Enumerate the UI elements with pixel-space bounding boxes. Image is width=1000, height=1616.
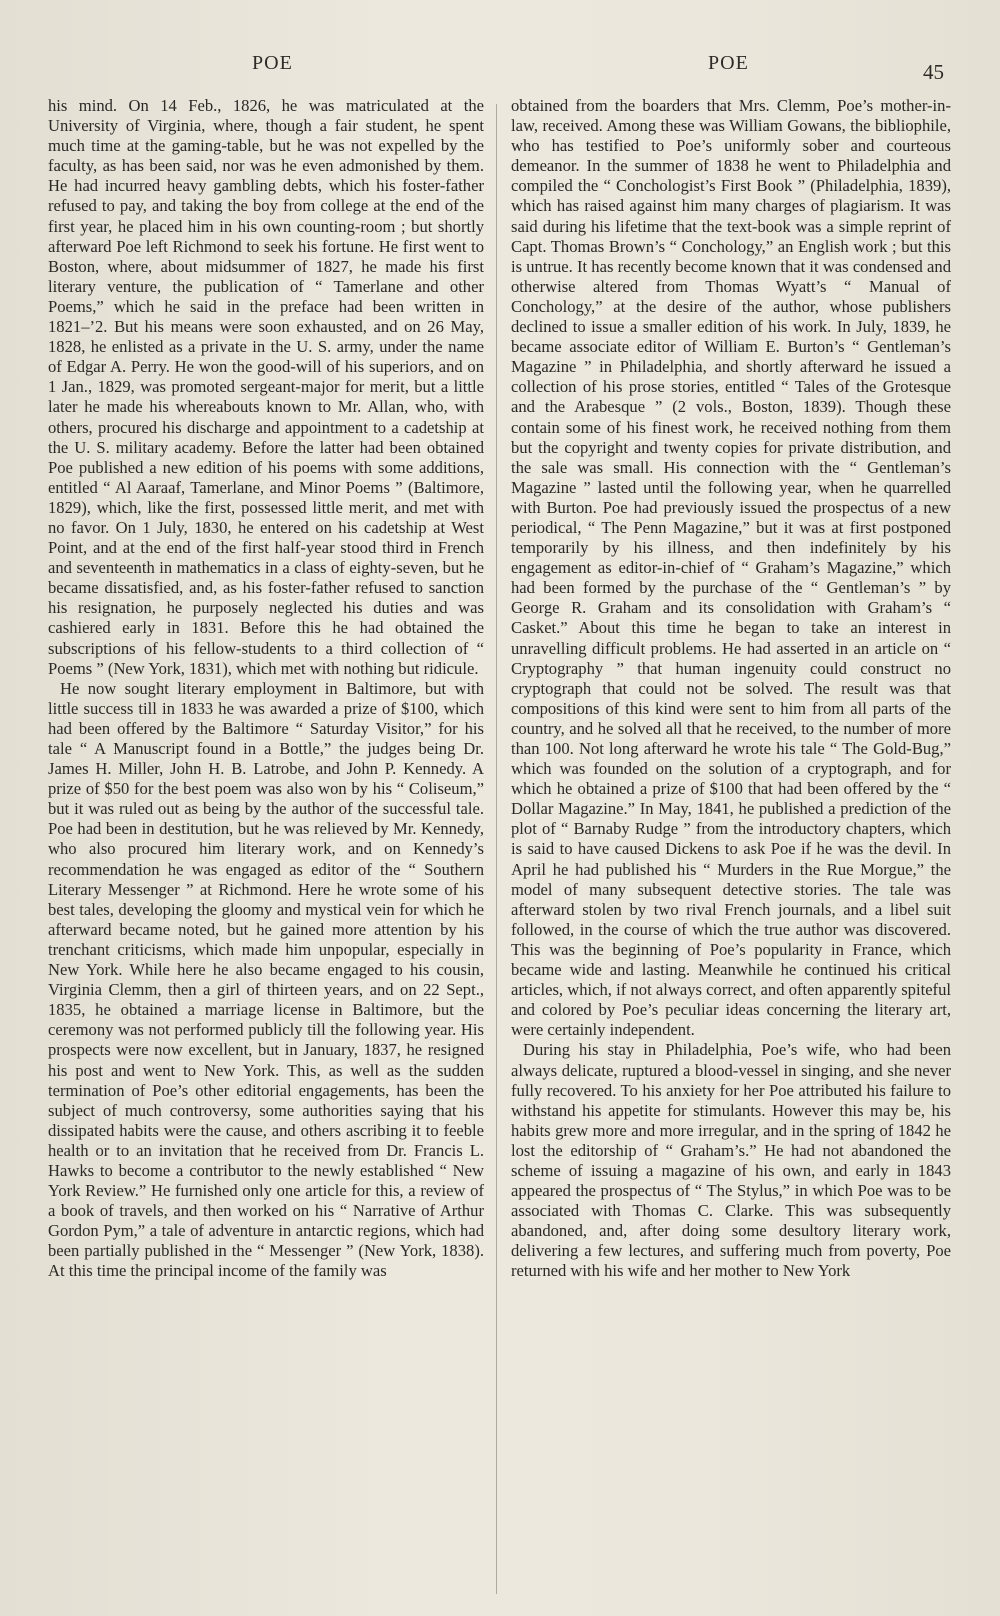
paragraph: obtained from the boarders that Mrs. Clemm, Poe’s mother-in-law, received. Among these was William Gowans, the bibliophile, who has testified to Poe’s uniformly sober and courteous demeanor. In the summer of 1838 he went to Philadelphia and compiled the “ Conchologist’s First Book ” (Philadelphia, 1839), which has raised against him many charges of plagiarism. It was said during his lifetime that the text-book was a simple reprint of Capt. Thomas Brown’s “ Conchology,” an English work ; but this is untrue. It has recently become known that it was condensed and otherwise altered from Thomas Wyatt’s “ Manual of Conchology,” at the desire of the author, whose publishers declined to issue a smaller edition of his work. In July, 1839, he became associate editor of William E. Burton’s “ Gentleman’s Magazine ” in Philadelphia, and shortly afterward he issued a collection of his prose stories, entitled “ Tales of the Grotesque and the Arabesque ” (2 vols., Boston, 1839). Though these contain some of his finest work, he received nothing from them but the copyright and twenty copies for private distribution, and the sale was small. His connection with the “ Gentleman’s Magazine ” lasted until the following year, when he quarrelled with Burton. Poe had previously issued the prospectus of a new periodical, “ The Penn Magazine,” but it was at first postponed temporarily by his illness, and then indefinitely by his engagement as editor-in-chief of “ Graham’s Magazine,” which had been formed by the purchase of the “ Gentleman’s ” by George R. Graham and its consolidation with Graham’s “ Casket.” About this time he began to take an interest in unravelling difficult problems. He had asserted in an article on “ Cryptography ” that human ingenuity could construct no cryptograph that could not be solved. The result was that compositions of this kind were sent to him from all parts of the country, and he solved all that he received, to the number of more than 100. Not long afterward he wrote his tale “ The Gold-Bug,” which was founded on the solution of a cryptograph, and for which he obtained a prize of $100 that had been offered by the “ Dollar Magazine.” In May, 1841, he published a prediction of the plot of “ Barnaby Rudge ” from the introductory chapters, which is said to have caused Dickens to ask Poe if he was the devil. In April he had published his “ Murders in the Rue Morgue,” the model of many subsequent detective stories. The tale was afterward stolen by two rival French journals, and a libel suit followed, in the course of which the true author was discovered. This was the beginning of Poe’s popularity in France, which became wide and lasting. Meanwhile he continued his critical articles, which, if not always correct, and often apparently spiteful and colored by Poe’s peculiar ideas concerning the literary art, were certainly independent. [511,96,951,1040]
running-head-right: POE [708,52,749,74]
paragraph: During his stay in Philadelphia, Poe’s wife, who had been always delicate, ruptured a blood-vessel in singing, and she never fully recovered. To his anxiety for her Poe attributed his failure to withstand his appetite for stimulants. However this may be, his habits grew more and more irregular, and in the spring of 1842 he lost the editorship of “ Graham’s.” He had not abandoned the scheme of issuing a magazine of his own, and early in 1843 appeared the prospectus of “ The Stylus,” in which Poe was to be associated with Thomas C. Clarke. This was subsequently abandoned, and, after doing some desultory literary work, delivering a few lectures, and suffering much from poverty, Poe returned with his wife and her mother to New York [511,1040,951,1281]
column-divider [496,104,497,1594]
page-number: 45 [923,60,944,84]
paragraph: his mind. On 14 Feb., 1826, he was matriculated at the University of Virginia, where, though a fair student, he spent much time at the gaming-table, but he was not expelled by the faculty, as has been said, nor was he even admonished by them. He had incurred heavy gambling debts, which his foster-father refused to pay, and taking the boy from college at the end of the first year, he placed him in his own counting-room ; but shortly afterward Poe left Richmond to seek his fortune. He first went to Boston, where, about midsummer of 1827, he made his first literary venture, the publication of “ Tamerlane and other Poems,” which he said in the preface had been written in 1821–’2. But his means were soon exhausted, and on 26 May, 1828, he enlisted as a private in the U. S. army, under the name of Edgar A. Perry. He won the good-will of his superiors, and on 1 Jan., 1829, was promoted sergeant-major for merit, but a little later he made his whereabouts known to Mr. Allan, who, with others, procured his discharge and appointment to a cadetship at the U. S. military academy. Before the latter had been obtained Poe published a new edition of his poems with some additions, entitled “ Al Aaraaf, Tamerlane, and Minor Poems ” (Baltimore, 1829), which, like the first, possessed little merit, and met with no favor. On 1 July, 1830, he entered on his cadetship at West Point, and at the end of the first half-year stood third in French and seventeenth in mathematics in a class of eighty-seven, but he became dissatisfied, and, as his foster-father refused to sanction his resignation, he purposely neglected his duties and was cashiered early in 1831. Before this he had obtained the subscriptions of his fellow-students to a third collection of “ Poems ” (New York, 1831), which met with nothing but ridicule. [48,96,484,678]
left-column [48,96,484,1282]
paragraph: He now sought literary employment in Baltimore, but with little success till in 1833 he was awarded a prize of $100, which had been offered by the Baltimore “ Saturday Visitor,” for his tale “ A Manuscript found in a Bottle,” the judges being Dr. James H. Miller, John H. B. Latrobe, and John P. Kennedy. A prize of $50 for the best poem was also won by his “ Coliseum,” but it was ruled out as being by the author of the successful tale. Poe had been in destitution, but he was relieved by Mr. Kennedy, who also procured him literary work, and on Kennedy’s recommendation he was engaged as editor of the “ Southern Literary Messenger ” at Richmond. Here he wrote some of his best tales, developing the gloomy and mystical vein for which he afterward became noted, but he gained more attention by his trenchant criticisms, which made him unpopular, especially in New York. While here he also became engaged to his cousin, Virginia Clemm, then a girl of thirteen years, and on 22 Sept., 1835, he obtained a marriage license in Baltimore, but the ceremony was not performed publicly till the following year. His prospects were now excellent, but in January, 1837, he resigned his post and went to New York. This, as well as the sudden termination of Poe’s other editorial engagements, has been the subject of much controversy, some authorities saying that his dissipated habits were the cause, and others ascribing it to feeble health or to an invitation that he received from Dr. Francis L. Hawks to become a contributor to the newly established “ New York Review.” He furnished only one article for this, a review of a book of travels, and then worked on his “ Narrative of Arthur Gordon Pym,” a tale of adventure in antarctic regions, which had been partially published in the “ Messenger ” (New York, 1838). At this time the principal income of the family was [48,678,484,1281]
right-column [511,96,951,1282]
running-head-left: POE [252,52,293,74]
